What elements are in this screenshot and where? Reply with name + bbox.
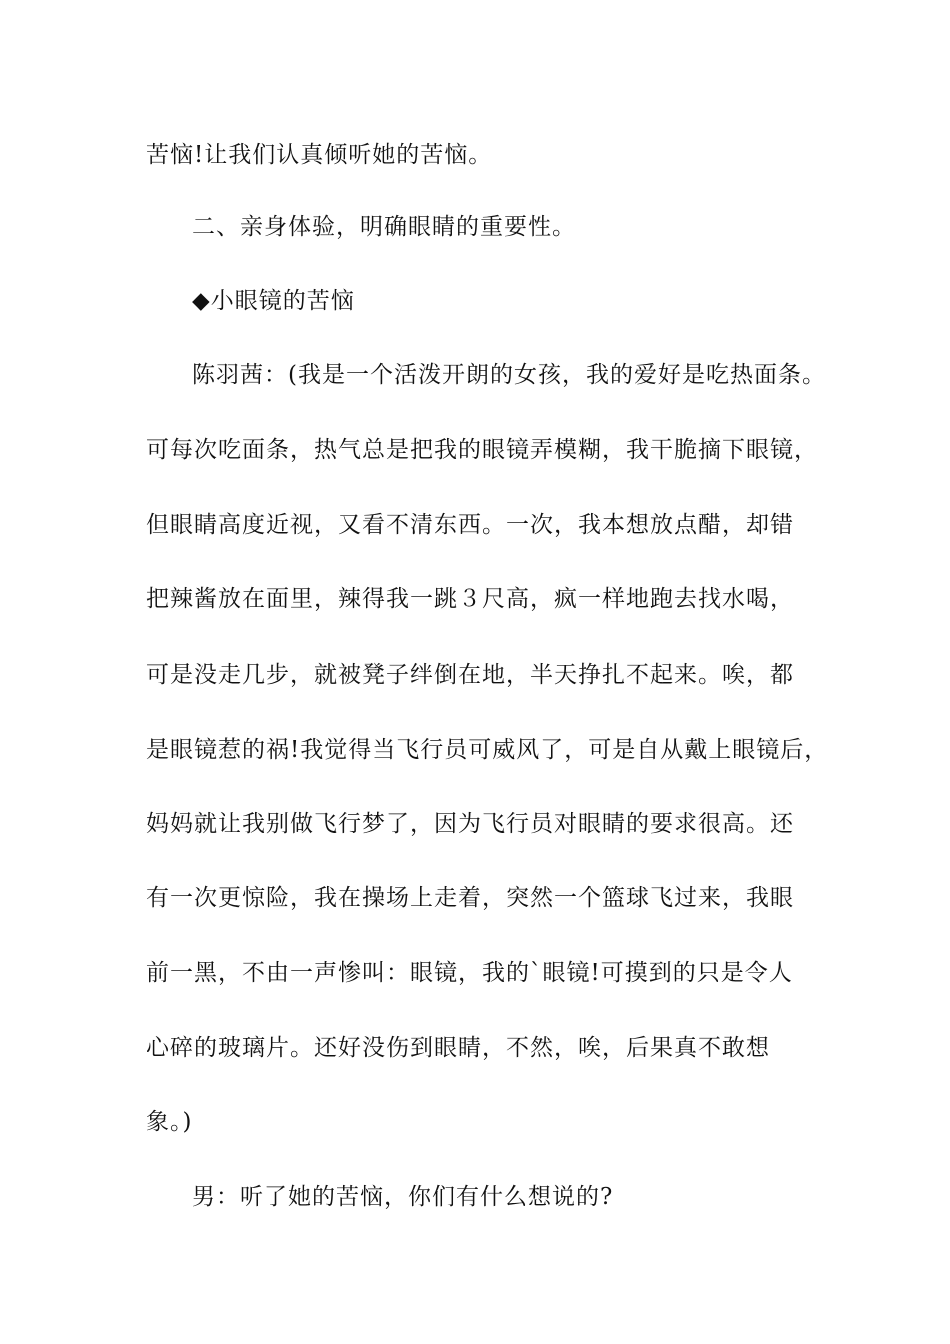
paragraph-line: 前一黑，不由一声惨叫：眼镜，我的`眼镜!可摸到的只是令人 (146, 960, 793, 986)
paragraph-line: 但眼睛高度近视，又看不清东西。一次，我本想放点醋，却错 (146, 512, 794, 538)
dialogue-line: 男：听了她的苦恼，你们有什么想说的? (192, 1184, 614, 1210)
paragraph-line: 是眼镜惹的祸!我觉得当飞行员可威风了，可是自从戴上眼镜后， (146, 737, 829, 763)
paragraph-line: 象。) (146, 1109, 193, 1135)
paragraph-line: 可是没走几步，就被凳子绊倒在地，半天挣扎不起来。唉，都 (146, 662, 794, 688)
paragraph-line: 苦恼!让我们认真倾听她的苦恼。 (146, 142, 493, 168)
paragraph-line: 妈妈就让我别做飞行梦了，因为飞行员对眼睛的要求很高。还 (146, 811, 794, 837)
paragraph-line: 心碎的玻璃片。还好没伤到眼睛，不然，唉，后果真不敢想 (146, 1035, 770, 1061)
paragraph-line: 可每次吃面条，热气总是把我的眼镜弄模糊，我干脆摘下眼镜， (146, 437, 818, 463)
section-heading: 二、亲身体验，明确眼睛的重要性。 (192, 214, 576, 240)
subsection-heading: ◆小眼镜的苦恼 (192, 288, 355, 314)
paragraph-line: 有一次更惊险，我在操场上走着，突然一个篮球飞过来，我眼 (146, 885, 794, 911)
paragraph-line: 把辣酱放在面里，辣得我一跳３尺高，疯一样地跑去找水喝， (146, 586, 794, 612)
paragraph-line: 陈羽茜：(我是一个活泼开朗的女孩，我的爱好是吃热面条。 (192, 362, 826, 388)
